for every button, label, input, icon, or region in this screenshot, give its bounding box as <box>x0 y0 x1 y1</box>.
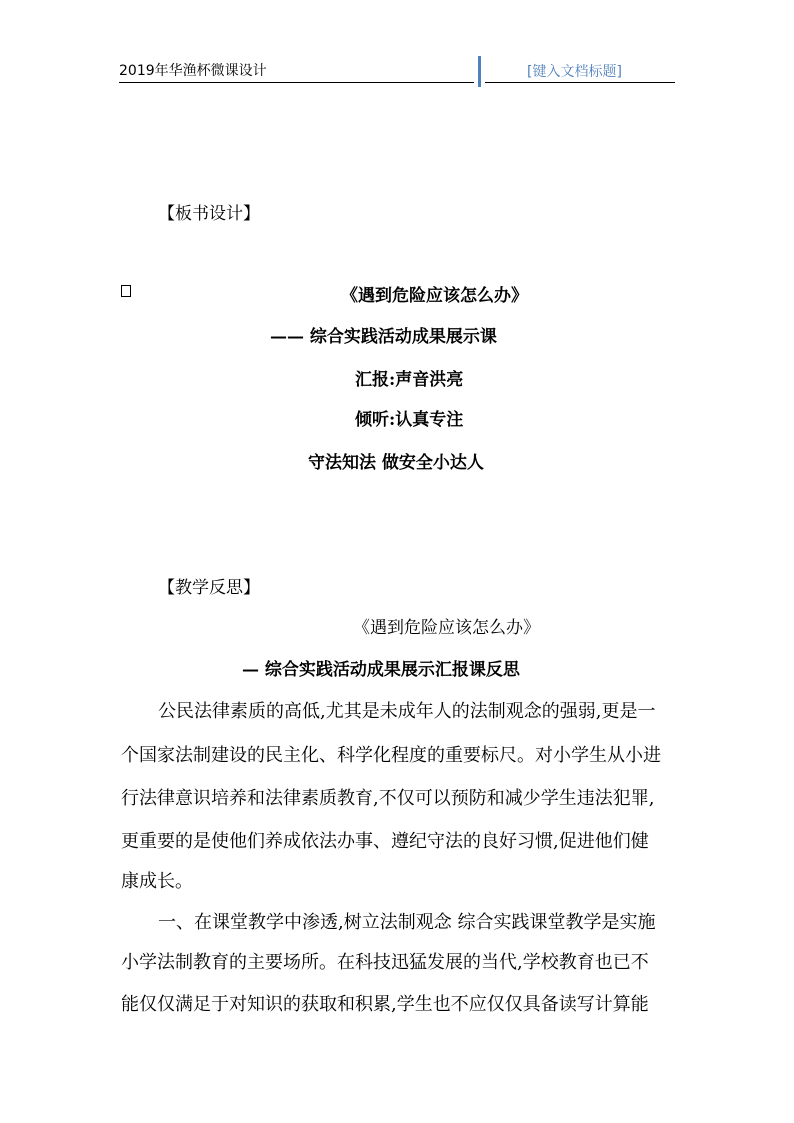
paragraph-line: 能仅仅满足于对知识的获取和积累,学生也不应仅仅具备读写计算能 <box>121 994 649 1015</box>
header-rule-left <box>119 82 474 83</box>
header-title: 2019年华渔杯微课设计 <box>119 63 267 79</box>
paragraph-line: 个国家法制建设的民主化、科学化程度的重要标尺。对小学生从小进 <box>121 745 661 766</box>
box-glyph-icon <box>121 285 131 297</box>
board-subtitle: —— 综合实践活动成果展示课 <box>270 327 497 347</box>
paragraph-line: 康成长。 <box>121 871 193 892</box>
paragraph-line: 更重要的是使他们养成依法办事、遵纪守法的良好习惯,促进他们健 <box>121 831 649 852</box>
board-line-slogan: 守法知法 做安全小达人 <box>308 453 484 473</box>
board-line-listen: 倾听:认真专注 <box>355 410 464 430</box>
paragraph-line: 行法律意识培养和法律素质教育,不仅可以预防和减少学生违法犯罪, <box>121 788 655 809</box>
reflection-title: 《遇到危险应该怎么办》 <box>353 618 540 638</box>
paragraph-line: 一、在课堂教学中渗透,树立法制观念 综合实践课堂教学是实施 <box>158 912 656 933</box>
header-rule-right <box>485 82 675 83</box>
reflection-subtitle: — 综合实践活动成果展示汇报课反思 <box>242 660 520 680</box>
board-line-report: 汇报:声音洪亮 <box>355 370 464 390</box>
reflection-label: 【教学反思】 <box>158 578 260 598</box>
paragraph-line: 小学法制教育的主要场所。在科技迅猛发展的当代,学校教育也已不 <box>121 952 649 973</box>
header-accent-bar <box>478 56 481 87</box>
paragraph-line: 公民法律素质的高低,尤其是未成年人的法制观念的强弱,更是一 <box>158 701 656 722</box>
header-document-title-placeholder[interactable]: [键入文档标题] <box>527 64 622 80</box>
board-title: 《遇到危险应该怎么办》 <box>341 286 528 306</box>
board-design-label: 【板书设计】 <box>158 204 260 224</box>
